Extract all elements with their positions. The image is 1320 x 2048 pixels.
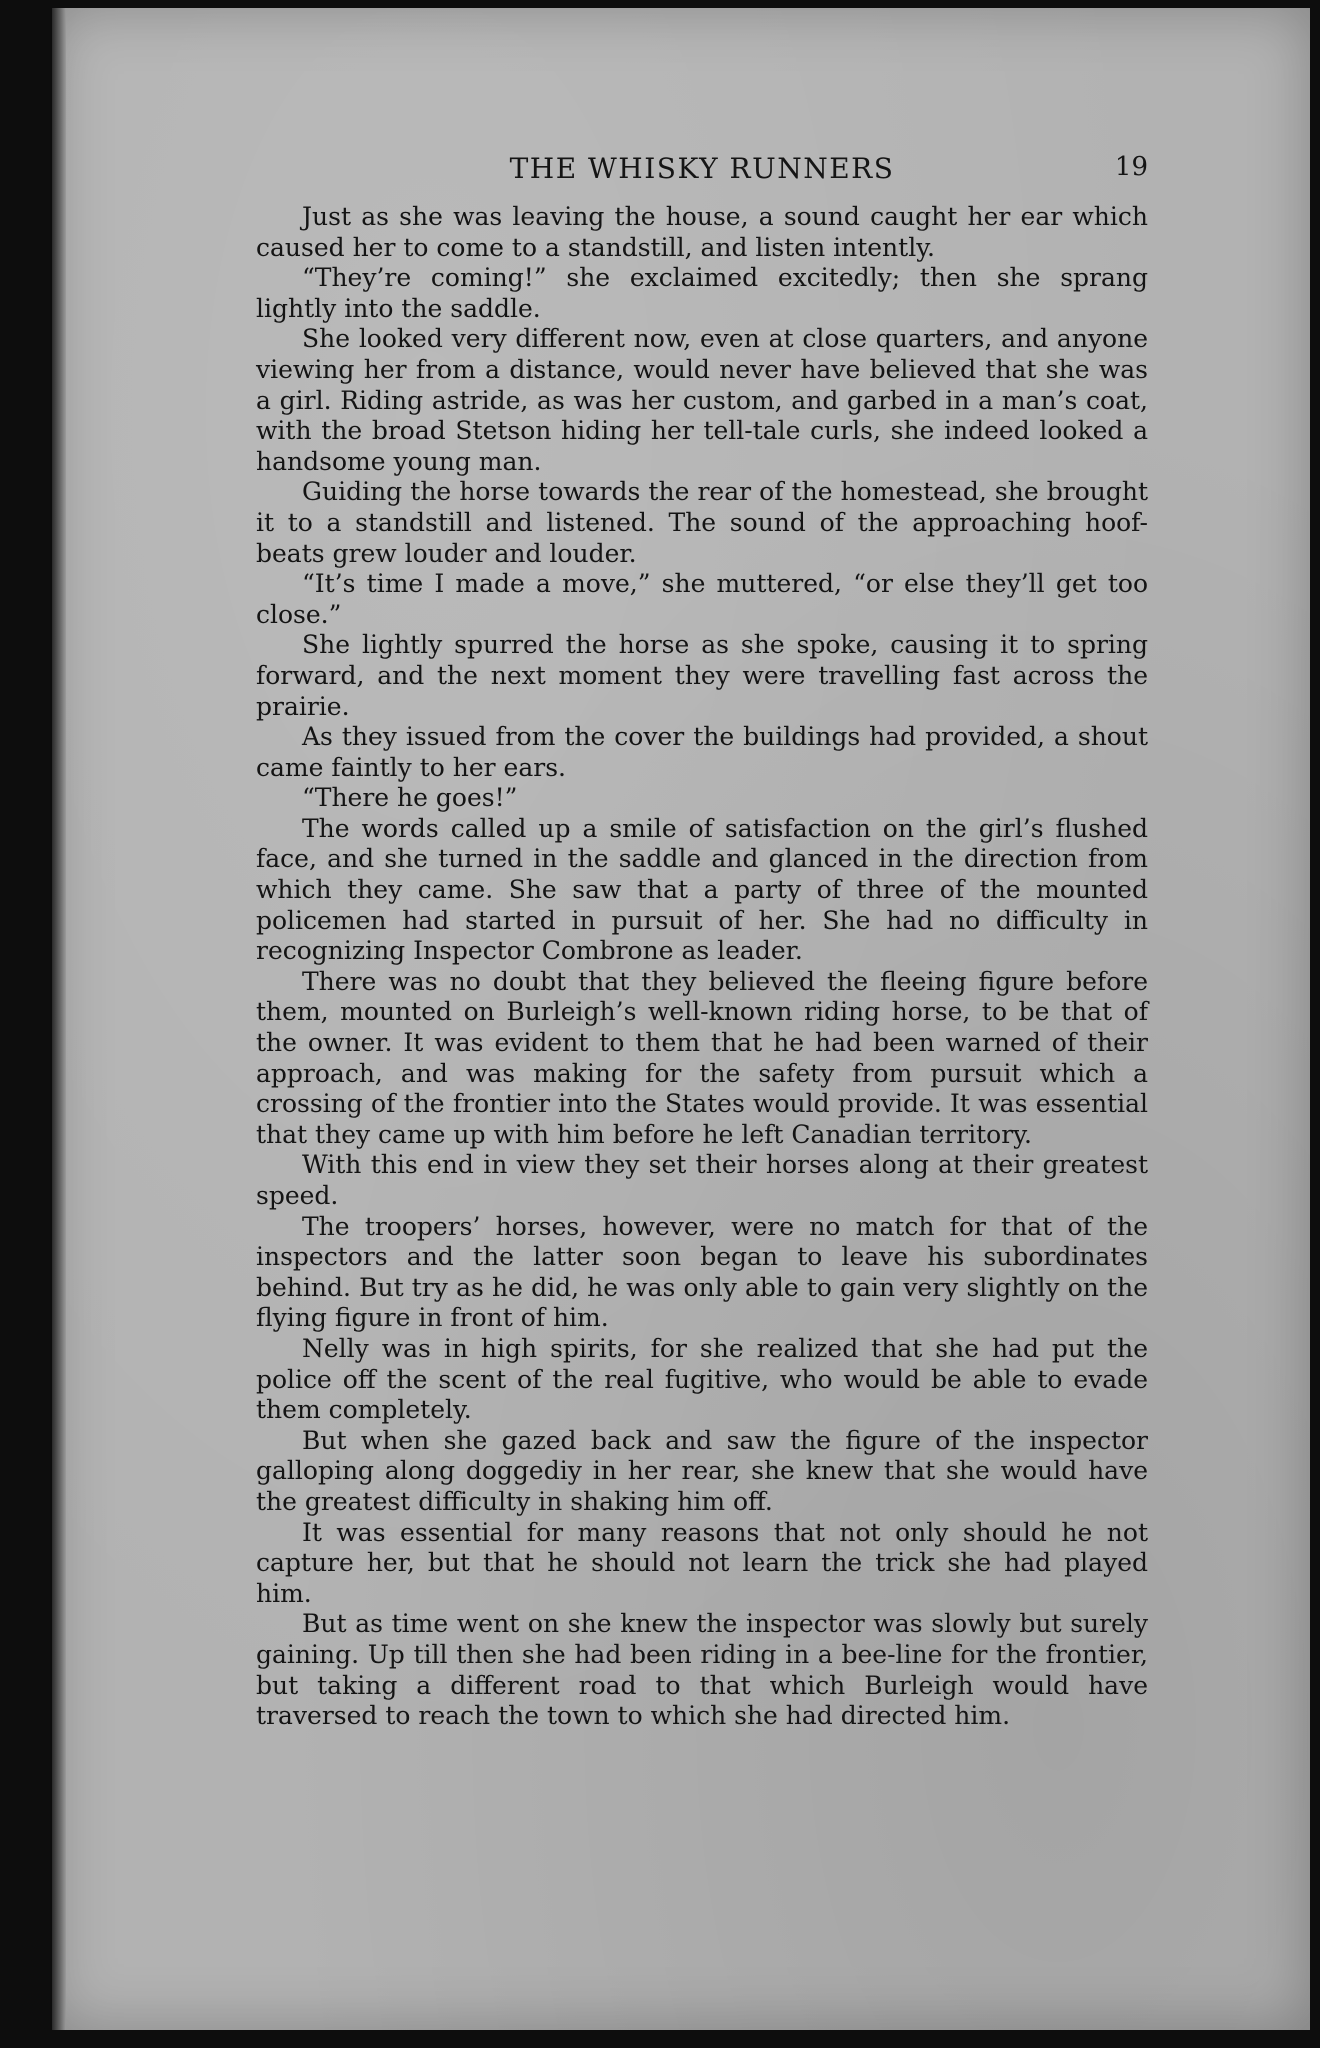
paragraph: The words called up a smile of satisfaction on the girl’s flushed face, and she turned in the saddle and glanced in the direction from which they came. She saw that a party of three of the mounted policemen had started in pursuit of her. She had no difficulty in recognizing Inspector Combrone as leader. xyxy=(256,813,1148,966)
running-head xyxy=(256,152,1148,192)
paragraph: She lightly spurred the horse as she spoke, causing it to spring forward, and the next moment they were travelling fast across the prairie. xyxy=(256,630,1148,721)
paragraph: But when she gazed back and saw the figure of the inspector galloping along doggediy in her rear, she knew that she would have the greatest difficulty in shaking him off. xyxy=(256,1425,1148,1516)
paragraph: “There he goes!” xyxy=(302,783,518,813)
paragraph: She looked very different now, even at close quarters, and anyone viewing her from a distance, would never have believed that she was a girl. Riding astride, as was her custom, and garbed in a man’s coat, with the broad Stetson hiding her tell-tale curls, she indeed looked a handsome young man. xyxy=(256,324,1148,476)
paragraph: But as time went on she knew the inspector was slowly but surely gaining. Up till then she had been riding in a bee-line for the frontier, but taking a different road to that which Burleigh would have traversed to reach the town to which she had directed him. xyxy=(256,1609,1148,1731)
page-number: 19 xyxy=(1114,152,1148,182)
body-text xyxy=(256,202,1148,1732)
paragraph: The troopers’ horses, however, were no match for that of the inspectors and the latter soon began to leave his subordinates behind. But try as he did, he was only able to gain very slightly on the flying figure in front of him. xyxy=(256,1211,1148,1333)
running-title: THE WHISKY RUNNERS xyxy=(509,152,895,185)
paragraph: “They’re coming!” she exclaimed excitedly; then she sprang lightly into the saddle. xyxy=(256,263,1148,323)
paragraph: With this end in view they set their horses along at their greatest speed. xyxy=(256,1150,1148,1210)
paragraph: Guiding the horse towards the rear of the homestead, she brought it to a standstill and listened. The sound of the approaching hoof-beats grew louder and louder. xyxy=(256,477,1148,568)
paragraph: It was essential for many reasons that not only should he not capture her, but that he should not learn the trick she had played him. xyxy=(256,1517,1148,1608)
paragraph: There was no doubt that they believed the fleeing figure before them, mounted on Burleigh’s well-known riding horse, to be that of the owner. It was evident to them that he had been warned of their approach, and was making for the safety from pursuit which a crossing of the frontier into the States would provide. It was essential that they came up with him before he left Canadian territory. xyxy=(256,966,1148,1149)
page-binding-edge xyxy=(52,8,66,2030)
paragraph: As they issued from the cover the buildings had provided, a shout came faintly to her ears. xyxy=(256,722,1148,782)
paragraph: “It’s time I made a move,” she muttered, “or else they’ll get too close.” xyxy=(256,569,1148,629)
paragraph: Just as she was leaving the house, a sound caught her ear which caused her to come to a standstill, and listen intently. xyxy=(256,202,1148,262)
paragraph: Nelly was in high spirits, for she realized that she had put the police off the scent of the real fugitive, who would be able to evade them completely. xyxy=(256,1333,1148,1425)
